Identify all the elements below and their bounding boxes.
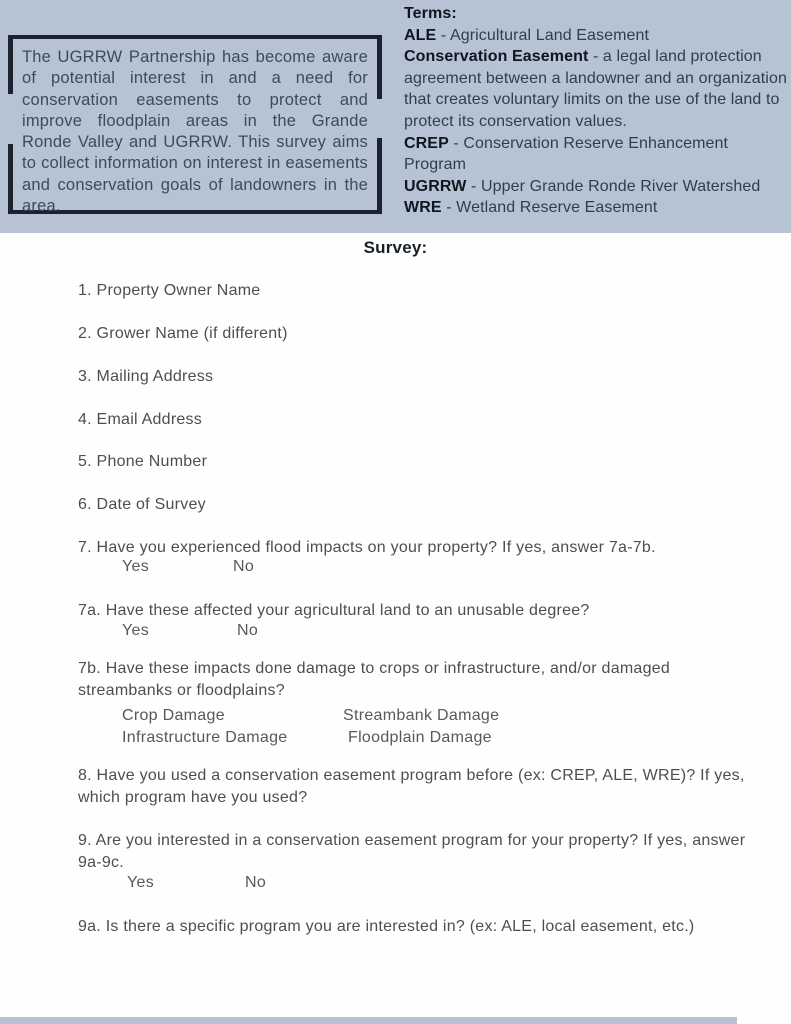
question-7a-option-no: No [237,622,259,639]
question-9: 9. Are you interested in a conservation easement program for your property? If yes, answer 9a-9c. [78,832,746,871]
next-page-header-strip [0,1017,737,1024]
term-text: - Agricultural Land Easement [440,26,650,44]
box-border-segment [8,144,13,210]
term-text: - a legal land protection agreement between a landowner and an organization that creates voluntary limits on the use of the land to protect its conservation values. [404,48,787,130]
question-7b-option-streambank-damage: Streambank Damage [343,707,500,724]
survey-heading: Survey: [363,238,428,257]
term-abbr: ALE [404,26,437,44]
term-definition [404,197,788,219]
term-definition [404,133,788,176]
term-text: - Conservation Reserve Enhancement Program [404,134,729,174]
question-7b-option-infrastructure-damage: Infrastructure Damage [122,729,288,746]
question-4: 4. Email Address [78,411,203,428]
question-9-option-yes: Yes [127,874,155,891]
term-definition [404,46,788,132]
box-border-segment [377,138,382,210]
question-7-option-no: No [233,558,255,575]
terms-glossary [404,3,788,219]
term-text: - Wetland Reserve Easement [446,199,658,217]
question-9-option-no: No [245,874,267,891]
terms-title: Terms: [404,5,457,22]
box-border-segment [8,39,13,94]
intro-paragraph: The UGRRW Partnership has become aware of potential interest in and a need for conservation easements to protect and improve floodplain areas in the Grande Ronde Valley and UGRRW. This survey aims to collect information on interest in easements and conservation goals of landowners in the area. [22,48,368,216]
question-7: 7. Have you experienced flood impacts on your property? If yes, answer 7a-7b. [78,539,656,556]
question-7a: 7a. Have these affected your agricultural land to an unusable degree? [78,602,590,619]
question-9a: 9a. Is there a specific program you are interested in? (ex: ALE, local easement, etc.) [78,918,695,935]
term-definition [404,25,788,47]
intro-framed-box [8,35,382,214]
term-abbr: Conservation Easement [404,48,589,66]
question-7b: 7b. Have these impacts done damage to crops or infrastructure, and/or damaged streambanks or floodplains? [78,660,671,699]
header-band [0,0,791,233]
question-7a-option-yes: Yes [122,622,150,639]
term-abbr: UGRRW [404,177,467,195]
term-abbr: WRE [404,199,442,217]
question-2: 2. Grower Name (if different) [78,325,288,342]
question-8: 8. Have you used a conservation easement program before (ex: CREP, ALE, WRE)? If yes, which program have you used? [78,767,745,806]
question-1: 1. Property Owner Name [78,282,261,299]
box-border-segment [377,39,382,99]
question-7b-option-crop-damage: Crop Damage [122,707,225,724]
term-definition [404,176,788,198]
question-7-option-yes: Yes [122,558,150,575]
question-7b-option-floodplain-damage: Floodplain Damage [348,729,492,746]
question-3: 3. Mailing Address [78,368,214,385]
term-abbr: CREP [404,134,449,152]
question-5: 5. Phone Number [78,453,208,470]
question-6: 6. Date of Survey [78,496,206,513]
term-text: - Upper Grande Ronde River Watershed [470,177,761,195]
